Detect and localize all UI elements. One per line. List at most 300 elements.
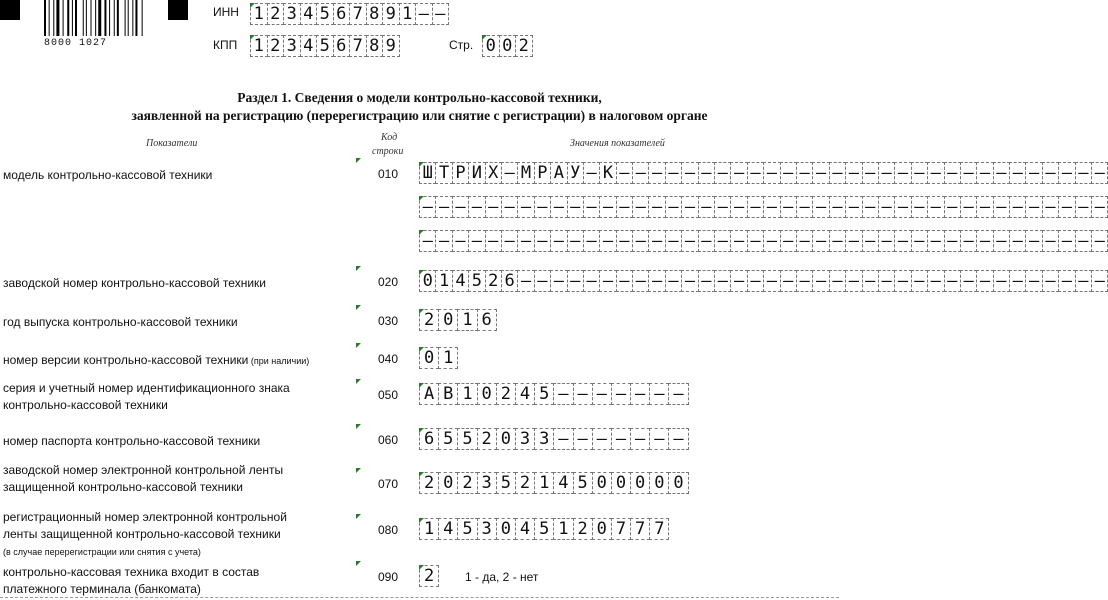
value-cell[interactable]: – bbox=[747, 196, 764, 218]
value-cell[interactable]: 5 bbox=[457, 518, 477, 540]
value-cell[interactable]: 0 bbox=[496, 428, 516, 450]
value-cell[interactable]: – bbox=[419, 196, 436, 218]
value-cell[interactable]: – bbox=[435, 230, 452, 252]
value-cell[interactable]: – bbox=[812, 196, 829, 218]
value-cell[interactable]: – bbox=[829, 196, 846, 218]
value-cell[interactable]: – bbox=[698, 162, 715, 184]
value-cell[interactable]: – bbox=[681, 196, 698, 218]
value-cell[interactable]: 2 bbox=[419, 309, 439, 331]
value-cell[interactable]: – bbox=[1009, 162, 1026, 184]
value-cell[interactable]: М bbox=[517, 162, 534, 184]
value-cell[interactable]: – bbox=[829, 162, 846, 184]
value-cell[interactable]: – bbox=[1058, 162, 1075, 184]
value-cell[interactable]: – bbox=[796, 230, 813, 252]
value-cell[interactable]: – bbox=[993, 270, 1010, 292]
value-cell[interactable]: – bbox=[796, 270, 813, 292]
value-cell[interactable]: – bbox=[665, 230, 682, 252]
value-cell[interactable]: 2 bbox=[496, 383, 516, 405]
value-cell[interactable]: 7 bbox=[611, 518, 631, 540]
value-cell[interactable]: В bbox=[438, 383, 458, 405]
value-cell[interactable]: И bbox=[468, 162, 485, 184]
value-cell[interactable]: – bbox=[1009, 270, 1026, 292]
row-label-text-2: защищенной контрольно-кассовой техники bbox=[3, 480, 243, 494]
value-cell[interactable]: – bbox=[747, 230, 764, 252]
inn-field[interactable] bbox=[250, 3, 448, 25]
value-cell[interactable]: 2 bbox=[419, 472, 439, 494]
inn-cell[interactable]: – bbox=[432, 3, 450, 25]
value-cell[interactable]: – bbox=[435, 196, 452, 218]
value-cell[interactable]: – bbox=[550, 196, 567, 218]
row-label-080 bbox=[3, 509, 287, 560]
value-cell[interactable]: – bbox=[911, 162, 928, 184]
value-cell[interactable]: А bbox=[550, 162, 567, 184]
value-cell[interactable]: – bbox=[517, 230, 534, 252]
value-cell[interactable]: – bbox=[665, 196, 682, 218]
value-cell[interactable]: – bbox=[993, 196, 1010, 218]
value-cell[interactable]: – bbox=[747, 270, 764, 292]
value-cell[interactable]: – bbox=[911, 230, 928, 252]
row-marker bbox=[356, 343, 361, 348]
value-field-030[interactable] bbox=[419, 309, 496, 331]
value-cell[interactable]: – bbox=[599, 270, 616, 292]
value-cell[interactable]: – bbox=[632, 230, 649, 252]
value-cell[interactable]: 0 bbox=[649, 472, 669, 494]
corner-marker-left bbox=[0, 0, 20, 20]
value-cell[interactable]: 4 bbox=[452, 270, 469, 292]
value-cell[interactable]: – bbox=[1075, 230, 1092, 252]
value-cell[interactable]: – bbox=[567, 230, 584, 252]
value-cell[interactable]: – bbox=[573, 383, 593, 405]
value-cell[interactable]: 6 bbox=[419, 428, 439, 450]
row-code: 030 bbox=[378, 314, 399, 328]
value-cell[interactable]: – bbox=[553, 428, 573, 450]
value-cell[interactable]: – bbox=[630, 383, 650, 405]
value-cell[interactable]: 7 bbox=[649, 518, 669, 540]
value-cell[interactable]: 0 bbox=[611, 472, 631, 494]
value-cell[interactable]: 1 bbox=[435, 270, 452, 292]
value-field-020[interactable] bbox=[419, 270, 1107, 292]
inn-cell[interactable]: 7 bbox=[349, 3, 367, 25]
value-cell[interactable]: – bbox=[573, 428, 593, 450]
value-cell[interactable]: 1 bbox=[419, 518, 439, 540]
value-cell[interactable]: – bbox=[550, 230, 567, 252]
value-cell[interactable]: – bbox=[583, 270, 600, 292]
section-title-line1: Раздел 1. Сведения о модели контрольно-кассовой техники, bbox=[237, 90, 602, 105]
value-cell[interactable]: – bbox=[1042, 162, 1059, 184]
value-cell[interactable]: – bbox=[796, 162, 813, 184]
value-cell[interactable]: – bbox=[419, 230, 436, 252]
value-cell[interactable]: – bbox=[698, 270, 715, 292]
value-cell[interactable]: 1 bbox=[457, 309, 477, 331]
value-cell[interactable]: – bbox=[730, 196, 747, 218]
value-cell[interactable]: 3 bbox=[477, 472, 497, 494]
value-cell[interactable]: 3 bbox=[477, 518, 497, 540]
inn-cell[interactable]: 3 bbox=[283, 3, 301, 25]
value-cell[interactable]: – bbox=[632, 196, 649, 218]
value-cell[interactable]: – bbox=[780, 162, 797, 184]
value-cell[interactable]: 4 bbox=[515, 518, 535, 540]
value-field-080[interactable] bbox=[419, 518, 668, 540]
value-cell[interactable]: – bbox=[780, 270, 797, 292]
value-cell[interactable]: – bbox=[993, 230, 1010, 252]
inn-cell[interactable]: – bbox=[415, 3, 433, 25]
value-cell[interactable]: 4 bbox=[515, 383, 535, 405]
inn-cell[interactable]: 5 bbox=[316, 3, 334, 25]
column-header-code-line1: Код bbox=[381, 132, 398, 143]
value-cell[interactable]: – bbox=[648, 270, 665, 292]
value-cell[interactable]: 5 bbox=[457, 428, 477, 450]
value-field-010[interactable] bbox=[419, 162, 1107, 184]
value-cell[interactable]: Ш bbox=[419, 162, 436, 184]
value-cell[interactable]: 5 bbox=[438, 428, 458, 450]
kpp-cell[interactable]: 8 bbox=[366, 35, 384, 57]
value-cell[interactable]: – bbox=[611, 428, 631, 450]
value-cell[interactable]: Р bbox=[534, 162, 551, 184]
row-label-text-2: ленты защищенной контрольно-кассовой техники bbox=[3, 527, 281, 541]
value-cell[interactable]: Р bbox=[452, 162, 469, 184]
value-cell[interactable]: – bbox=[681, 162, 698, 184]
value-cell[interactable]: – bbox=[812, 230, 829, 252]
value-cell[interactable]: – bbox=[812, 270, 829, 292]
value-cell[interactable]: 0 bbox=[419, 347, 439, 369]
value-cell[interactable]: – bbox=[845, 230, 862, 252]
value-cell[interactable]: – bbox=[534, 230, 551, 252]
value-cell[interactable]: – bbox=[1025, 270, 1042, 292]
page-cell[interactable]: 0 bbox=[482, 35, 500, 57]
kpp-cell[interactable]: 2 bbox=[267, 35, 285, 57]
value-cell[interactable]: – bbox=[534, 270, 551, 292]
value-cell[interactable]: – bbox=[649, 428, 669, 450]
value-cell[interactable]: 6 bbox=[477, 309, 497, 331]
value-cell[interactable]: – bbox=[550, 270, 567, 292]
value-cell[interactable]: 5 bbox=[468, 270, 485, 292]
page-cell[interactable]: 2 bbox=[515, 35, 533, 57]
value-cell[interactable]: – bbox=[714, 230, 731, 252]
value-cell[interactable]: – bbox=[1025, 162, 1042, 184]
row-label-090 bbox=[3, 564, 259, 598]
value-cell[interactable]: – bbox=[1025, 230, 1042, 252]
value-cell[interactable]: – bbox=[1042, 270, 1059, 292]
value-cell[interactable]: 3 bbox=[534, 428, 554, 450]
kpp-cell[interactable]: 5 bbox=[316, 35, 334, 57]
kpp-cell[interactable]: 4 bbox=[300, 35, 318, 57]
row-sublabel: (в случае перерегистрации или снятия с учета) bbox=[3, 547, 201, 557]
row-label-010 bbox=[3, 167, 212, 184]
value-cell[interactable]: 0 bbox=[592, 472, 612, 494]
inn-label: ИНН bbox=[213, 5, 239, 19]
value-cell[interactable]: – bbox=[911, 196, 928, 218]
kpp-cell[interactable]: 7 bbox=[349, 35, 367, 57]
value-cell[interactable]: 2 bbox=[457, 472, 477, 494]
value-cell[interactable]: 0 bbox=[419, 270, 436, 292]
value-cell[interactable]: 0 bbox=[438, 472, 458, 494]
value-cell[interactable]: – bbox=[894, 270, 911, 292]
column-header-indicators: Показатели bbox=[146, 138, 198, 149]
value-cell[interactable]: – bbox=[993, 162, 1010, 184]
value-cell[interactable]: 2 bbox=[573, 518, 593, 540]
inn-cell[interactable]: 9 bbox=[382, 3, 400, 25]
value-cell[interactable]: – bbox=[960, 162, 977, 184]
row-label-text-2: платежного терминала (банкомата) bbox=[3, 582, 201, 596]
column-header-values: Значения показателей bbox=[570, 138, 665, 149]
value-cell[interactable]: – bbox=[534, 196, 551, 218]
value-cell[interactable]: 0 bbox=[630, 472, 650, 494]
value-cell[interactable]: – bbox=[944, 196, 961, 218]
section-title-line2: заявленной на регистрацию (перерегистрацию или снятие с регистрации) в налоговом органе bbox=[131, 108, 708, 123]
value-cell[interactable]: – bbox=[485, 230, 502, 252]
page-number-field[interactable] bbox=[482, 35, 532, 57]
value-cell[interactable]: – bbox=[927, 270, 944, 292]
bottom-divider bbox=[0, 597, 839, 599]
value-cell[interactable]: – bbox=[812, 162, 829, 184]
value-cell[interactable]: Т bbox=[435, 162, 452, 184]
value-cell[interactable]: – bbox=[1091, 230, 1108, 252]
value-cell[interactable]: – bbox=[632, 270, 649, 292]
value-cell[interactable]: – bbox=[976, 196, 993, 218]
value-cell[interactable]: 1 bbox=[457, 383, 477, 405]
value-cell[interactable]: – bbox=[927, 196, 944, 218]
kpp-cell[interactable]: 6 bbox=[333, 35, 351, 57]
row-label-020 bbox=[3, 275, 266, 292]
row-code: 020 bbox=[378, 275, 399, 289]
value-cell[interactable]: – bbox=[681, 270, 698, 292]
row-label-text: регистрационный номер электронной контрольной bbox=[3, 510, 287, 524]
value-cell[interactable]: – bbox=[944, 230, 961, 252]
value-cell[interactable]: 2 bbox=[477, 428, 497, 450]
value-cell[interactable]: – bbox=[878, 196, 895, 218]
value-cell[interactable]: – bbox=[927, 230, 944, 252]
inn-cell[interactable]: 8 bbox=[366, 3, 384, 25]
value-cell[interactable]: – bbox=[976, 230, 993, 252]
value-cell[interactable]: – bbox=[944, 270, 961, 292]
value-cell[interactable]: – bbox=[1075, 270, 1092, 292]
row-label-text: заводской номер контрольно-кассовой техники bbox=[3, 276, 266, 290]
value-cell[interactable]: Х bbox=[485, 162, 502, 184]
value-field-010[interactable] bbox=[419, 196, 1107, 218]
value-cell[interactable]: У bbox=[567, 162, 584, 184]
value-cell[interactable]: – bbox=[862, 196, 879, 218]
page-cell[interactable]: 0 bbox=[499, 35, 517, 57]
value-cell[interactable]: 3 bbox=[515, 428, 535, 450]
value-cell[interactable]: – bbox=[517, 196, 534, 218]
value-field-090[interactable] bbox=[419, 565, 438, 587]
value-cell[interactable]: – bbox=[862, 230, 879, 252]
value-cell[interactable]: – bbox=[630, 428, 650, 450]
value-cell[interactable]: 6 bbox=[501, 270, 518, 292]
value-cell[interactable]: – bbox=[976, 270, 993, 292]
value-cell[interactable]: 5 bbox=[534, 518, 554, 540]
value-cell[interactable]: 1 bbox=[553, 518, 573, 540]
value-cell[interactable]: – bbox=[960, 196, 977, 218]
value-cell[interactable]: – bbox=[485, 196, 502, 218]
value-cell[interactable]: 0 bbox=[592, 518, 612, 540]
value-cell[interactable]: – bbox=[714, 270, 731, 292]
value-cell[interactable]: – bbox=[927, 162, 944, 184]
value-cell[interactable]: – bbox=[452, 196, 469, 218]
inn-cell[interactable]: 4 bbox=[300, 3, 318, 25]
value-field-040[interactable] bbox=[419, 347, 457, 369]
value-cell[interactable]: – bbox=[878, 230, 895, 252]
value-cell[interactable]: – bbox=[1091, 162, 1108, 184]
value-cell[interactable]: – bbox=[1009, 230, 1026, 252]
value-cell[interactable]: – bbox=[845, 162, 862, 184]
value-cell[interactable]: – bbox=[1075, 196, 1092, 218]
row-sublabel: (при наличии) bbox=[248, 356, 310, 366]
value-cell[interactable]: 5 bbox=[496, 472, 516, 494]
value-cell[interactable]: – bbox=[747, 162, 764, 184]
value-cell[interactable]: – bbox=[878, 270, 895, 292]
value-cell[interactable]: – bbox=[649, 383, 669, 405]
value-cell[interactable]: – bbox=[960, 230, 977, 252]
row-label-030 bbox=[3, 314, 238, 331]
value-cell[interactable]: К bbox=[599, 162, 616, 184]
value-cell[interactable]: – bbox=[468, 230, 485, 252]
kpp-cell[interactable]: 3 bbox=[283, 35, 301, 57]
value-cell[interactable]: – bbox=[796, 196, 813, 218]
value-cell[interactable]: 4 bbox=[438, 518, 458, 540]
value-cell[interactable]: – bbox=[1058, 230, 1075, 252]
value-cell[interactable]: – bbox=[668, 383, 688, 405]
value-cell[interactable]: – bbox=[1058, 196, 1075, 218]
row-marker bbox=[356, 266, 361, 271]
value-cell[interactable]: – bbox=[501, 230, 518, 252]
value-cell[interactable]: – bbox=[862, 162, 879, 184]
value-cell[interactable]: – bbox=[894, 230, 911, 252]
value-cell[interactable]: – bbox=[583, 230, 600, 252]
value-cell[interactable]: – bbox=[632, 162, 649, 184]
value-cell[interactable]: – bbox=[1042, 230, 1059, 252]
value-cell[interactable]: – bbox=[714, 196, 731, 218]
value-cell[interactable]: – bbox=[501, 162, 518, 184]
value-cell[interactable]: – bbox=[616, 162, 633, 184]
value-cell[interactable]: 2 bbox=[419, 565, 439, 587]
value-cell[interactable]: – bbox=[960, 270, 977, 292]
row-marker bbox=[356, 561, 361, 566]
value-cell[interactable]: – bbox=[1042, 196, 1059, 218]
value-cell[interactable]: – bbox=[730, 162, 747, 184]
value-cell[interactable]: А bbox=[419, 383, 439, 405]
value-cell[interactable]: 2 bbox=[485, 270, 502, 292]
value-cell[interactable]: – bbox=[845, 270, 862, 292]
value-cell[interactable]: 0 bbox=[477, 383, 497, 405]
row-label-text: контрольно-кассовая техника входит в состав bbox=[3, 565, 260, 579]
value-cell[interactable]: – bbox=[648, 162, 665, 184]
inn-cell[interactable]: 1 bbox=[250, 3, 268, 25]
row-label-050 bbox=[3, 380, 290, 414]
value-cell[interactable]: – bbox=[829, 230, 846, 252]
value-cell[interactable]: 0 bbox=[668, 472, 688, 494]
value-cell[interactable]: – bbox=[845, 196, 862, 218]
value-cell[interactable]: – bbox=[763, 162, 780, 184]
value-cell[interactable]: 1 bbox=[534, 472, 554, 494]
value-cell[interactable]: 4 bbox=[553, 472, 573, 494]
value-cell[interactable]: – bbox=[878, 162, 895, 184]
value-cell[interactable]: 1 bbox=[438, 347, 458, 369]
value-cell[interactable]: – bbox=[616, 270, 633, 292]
value-cell[interactable]: 5 bbox=[534, 383, 554, 405]
kpp-field[interactable] bbox=[250, 35, 399, 57]
value-cell[interactable]: – bbox=[648, 230, 665, 252]
value-cell[interactable]: – bbox=[730, 270, 747, 292]
value-cell[interactable]: – bbox=[599, 230, 616, 252]
value-cell[interactable]: 5 bbox=[573, 472, 593, 494]
value-cell[interactable]: – bbox=[452, 230, 469, 252]
value-cell[interactable]: – bbox=[611, 383, 631, 405]
value-cell[interactable]: – bbox=[517, 270, 534, 292]
value-cell[interactable]: – bbox=[1091, 196, 1108, 218]
value-field-010[interactable] bbox=[419, 230, 1107, 252]
value-cell[interactable]: – bbox=[1075, 162, 1092, 184]
row-marker bbox=[356, 158, 361, 163]
value-cell[interactable]: – bbox=[681, 230, 698, 252]
value-cell[interactable]: 0 bbox=[438, 309, 458, 331]
value-cell[interactable]: – bbox=[501, 196, 518, 218]
value-cell[interactable]: – bbox=[567, 270, 584, 292]
value-cell[interactable]: – bbox=[1025, 196, 1042, 218]
value-cell[interactable]: – bbox=[583, 196, 600, 218]
inn-cell[interactable]: 2 bbox=[267, 3, 285, 25]
value-cell[interactable]: – bbox=[592, 428, 612, 450]
value-cell[interactable]: – bbox=[553, 383, 573, 405]
value-cell[interactable]: – bbox=[714, 162, 731, 184]
value-cell[interactable]: – bbox=[665, 270, 682, 292]
value-cell[interactable]: – bbox=[829, 270, 846, 292]
value-cell[interactable]: – bbox=[763, 270, 780, 292]
value-cell[interactable]: – bbox=[1009, 196, 1026, 218]
value-cell[interactable]: – bbox=[665, 162, 682, 184]
value-cell[interactable]: – bbox=[567, 196, 584, 218]
value-cell[interactable]: – bbox=[911, 270, 928, 292]
value-cell[interactable]: 2 bbox=[515, 472, 535, 494]
value-field-050[interactable] bbox=[419, 383, 688, 405]
value-cell[interactable]: – bbox=[468, 196, 485, 218]
value-cell[interactable]: – bbox=[763, 196, 780, 218]
kpp-cell[interactable]: 9 bbox=[382, 35, 400, 57]
value-cell[interactable]: 0 bbox=[496, 518, 516, 540]
value-field-060[interactable] bbox=[419, 428, 688, 450]
value-cell[interactable]: – bbox=[1091, 270, 1108, 292]
value-cell[interactable]: – bbox=[616, 230, 633, 252]
value-cell[interactable]: – bbox=[1058, 270, 1075, 292]
value-cell[interactable]: – bbox=[763, 230, 780, 252]
inn-cell[interactable]: 1 bbox=[399, 3, 417, 25]
value-cell[interactable]: – bbox=[698, 230, 715, 252]
row-code: 050 bbox=[378, 388, 399, 402]
value-cell[interactable]: – bbox=[862, 270, 879, 292]
value-cell[interactable]: – bbox=[668, 428, 688, 450]
inn-cell[interactable]: 6 bbox=[333, 3, 351, 25]
kpp-cell[interactable]: 1 bbox=[250, 35, 268, 57]
value-cell[interactable]: 7 bbox=[630, 518, 650, 540]
value-cell[interactable]: – bbox=[894, 196, 911, 218]
value-cell[interactable]: – bbox=[894, 162, 911, 184]
value-cell[interactable]: – bbox=[698, 196, 715, 218]
value-field-070[interactable] bbox=[419, 472, 688, 494]
row-label-text: номер версии контрольно-кассовой техники bbox=[3, 353, 249, 367]
value-cell[interactable]: – bbox=[944, 162, 961, 184]
value-cell[interactable]: – bbox=[599, 196, 616, 218]
value-cell[interactable]: – bbox=[592, 383, 612, 405]
value-cell[interactable]: – bbox=[616, 196, 633, 218]
value-cell[interactable]: – bbox=[648, 196, 665, 218]
value-cell[interactable]: – bbox=[780, 230, 797, 252]
row-code: 090 bbox=[378, 570, 399, 584]
value-cell[interactable]: – bbox=[730, 230, 747, 252]
value-cell[interactable]: – bbox=[976, 162, 993, 184]
column-header-code-line2: строки bbox=[372, 146, 404, 157]
value-cell[interactable]: – bbox=[583, 162, 600, 184]
value-cell[interactable]: – bbox=[780, 196, 797, 218]
